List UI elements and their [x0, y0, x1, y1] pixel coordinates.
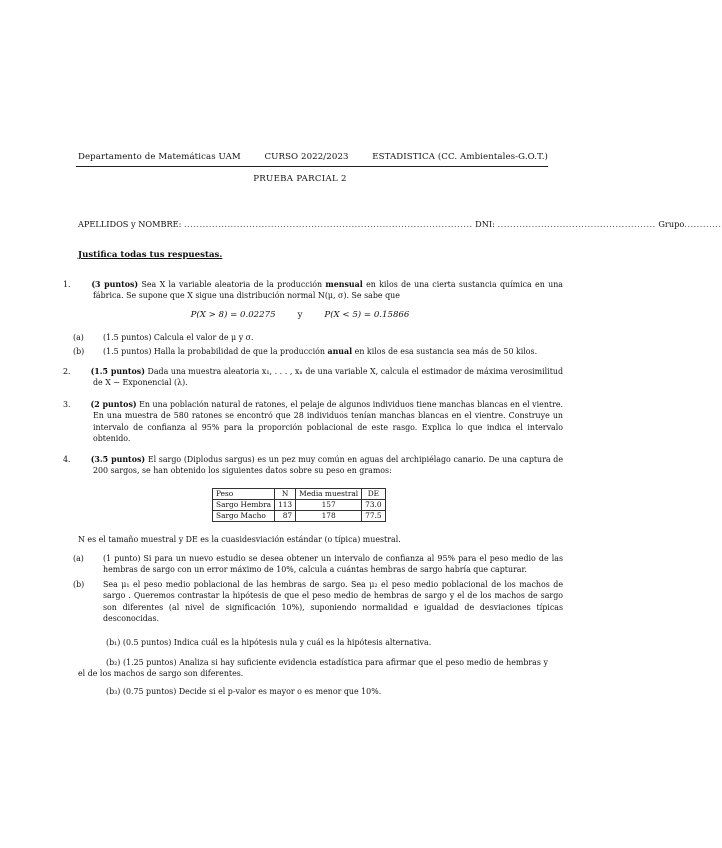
table-cell: Sargo Macho [213, 511, 275, 522]
dni-label: DNI: [475, 219, 495, 229]
q4-part-b [73, 579, 563, 624]
exam-title: PRUEBA PARCIAL 2 [253, 174, 347, 184]
table-cell: 73.0 [362, 500, 385, 511]
q1-text-b: en kilos de una cierta sustancia química en una fábrica. Se supone que X sigue una distribución normal N(μ, σ). Se sabe que [93, 280, 563, 301]
names-blank: ............................................................................................. [184, 219, 473, 229]
table-cell: 113 [275, 500, 296, 511]
q4b-label: (b) [73, 580, 85, 589]
q1-text-a: Sea X la variable aleatoria de la producción [141, 280, 323, 289]
q3-points: (2 puntos) [90, 400, 137, 409]
group-label: Grupo [658, 219, 685, 229]
q1-part-a [73, 332, 563, 343]
table-header-cell: Peso [213, 489, 275, 500]
q2-points: (1.5 puntos) [90, 367, 145, 376]
table-cell: 178 [296, 511, 362, 522]
q1b-bold: anual [327, 347, 353, 356]
q3-number: 3. [63, 400, 71, 409]
question-4 [63, 454, 563, 477]
question-1 [63, 279, 563, 302]
q4b2-text: (1.25 puntos) Analiza si hay suficiente evidencia estadística para afirmar que el peso medio de hembras y el de los machos de sargo son diferentes. [78, 658, 548, 679]
q2-text: Dada una muestra aleatoria x₁, . . . , xₙ de una variable X, calcula el estimador de máxima verosimilitud de X ∼ Exponencial (λ). [93, 367, 563, 388]
table-cell: Sargo Hembra [213, 500, 275, 511]
sargo-data-table [212, 488, 386, 522]
q1-formula [0, 310, 600, 320]
question-2 [63, 366, 563, 389]
q4-part-b2 [78, 657, 548, 680]
q4-note: N es el tamaño muestral y DE es la cuasidesviación estándar (o típica) muestral. [78, 535, 401, 544]
course-text: CURSO 2022/2023 [264, 152, 349, 162]
q4b2-label: (b₂) [106, 658, 121, 667]
table-header-row [213, 489, 386, 500]
q4b1-text: (0.5 puntos) Indica cuál es la hipótesis nula y cuál es la hipótesis alternativa. [122, 638, 432, 647]
q4-part-a [73, 553, 563, 576]
dni-blank: ................................................... [497, 219, 656, 229]
table-cell: 87 [275, 511, 296, 522]
q4-text: El sargo (Diplodus sargus) es un pez muy común en aguas del archipiélago canario. De una captura de 200 sargos, se han obtenido los siguientes datos sobre su peso en gramos: [93, 455, 563, 476]
table-cell: 157 [296, 500, 362, 511]
instruction-text: Justifica todas tus respuestas. [78, 250, 223, 260]
q2-number: 2. [63, 367, 71, 376]
q4b3-label: (b₃) [106, 687, 121, 696]
q1b-text-a: (1.5 puntos) Halla la probabilidad de que la producción [103, 347, 325, 356]
student-info-line [78, 219, 722, 229]
q1b-text-b: en kilos de esa sustancia sea más de 50 kilos. [354, 347, 538, 356]
q3-text: En una población natural de ratones, el pelaje de algunos individuos tiene manchas blancas en el vientre. En una muestra de 580 ratones se encontró que 28 individuos tenían manchas blancas en el vientre. Construye un intervalo de confianza al 95% para la proporción poblacional de este rasgo. Explica lo que indica el intervalo obtenido. [93, 400, 564, 443]
q1a-text: (1.5 puntos) Calcula el valor de μ y σ. [103, 333, 254, 342]
header-divider [76, 166, 548, 167]
q1-part-b [73, 346, 563, 357]
table-header-cell: DE [362, 489, 385, 500]
q4-part-b3 [106, 686, 548, 697]
q4a-text: (1 punto) Si para un nuevo estudio se desea obtener un intervalo de confianza al 95% para el peso medio de las hembras de sargo con un error máximo de 10%, calcula a cuántas hembras de sargo habría que capturar. [103, 554, 563, 575]
department-text: Departamento de Matemáticas UAM [78, 152, 241, 162]
page-header [78, 152, 548, 162]
table-row [213, 511, 386, 522]
q1a-label: (a) [73, 333, 84, 342]
q1-bold-word: mensual [325, 280, 363, 289]
table-row [213, 500, 386, 511]
formula-right: P(X < 5) = 0.15866 [324, 310, 410, 320]
names-label: APELLIDOS y NOMBRE: [78, 219, 182, 229]
q4b3-text: (0.75 puntos) Decide si el p-valor es mayor o es menor que 10%. [122, 687, 382, 696]
table-cell: 77.5 [362, 511, 385, 522]
q4-part-b1 [106, 637, 548, 648]
q4-points: (3.5 puntos) [90, 455, 146, 464]
q4b1-label: (b₁) [106, 638, 121, 647]
q4-number: 4. [63, 455, 71, 464]
table-header-cell: N [275, 489, 296, 500]
q1-number: 1. [63, 280, 71, 289]
group-blank: ............ [684, 219, 722, 229]
question-3 [63, 399, 564, 444]
q4a-label: (a) [73, 554, 84, 563]
q1b-label: (b) [73, 347, 85, 356]
formula-left: P(X > 8) = 0.02275 [190, 310, 276, 320]
q1-points: (3 puntos) [91, 280, 139, 289]
subject-text: ESTADISTICA (CC. Ambientales-G.O.T.) [372, 152, 548, 162]
q4b-text: Sea μ₁ el peso medio poblacional de las hembras de sargo. Sea μ₂ el peso medio poblacional de los machos de sargo . Queremos contrastar la hipótesis de que el peso medio de hembras de sargo y el de los machos de sargo son diferentes (al nivel de significación 10%), suponiendo normalidad e igualdad de desviaciones típicas desconocidas. [103, 580, 563, 623]
table-header-cell: Media muestral [296, 489, 362, 500]
formula-conjunction: y [297, 310, 303, 320]
